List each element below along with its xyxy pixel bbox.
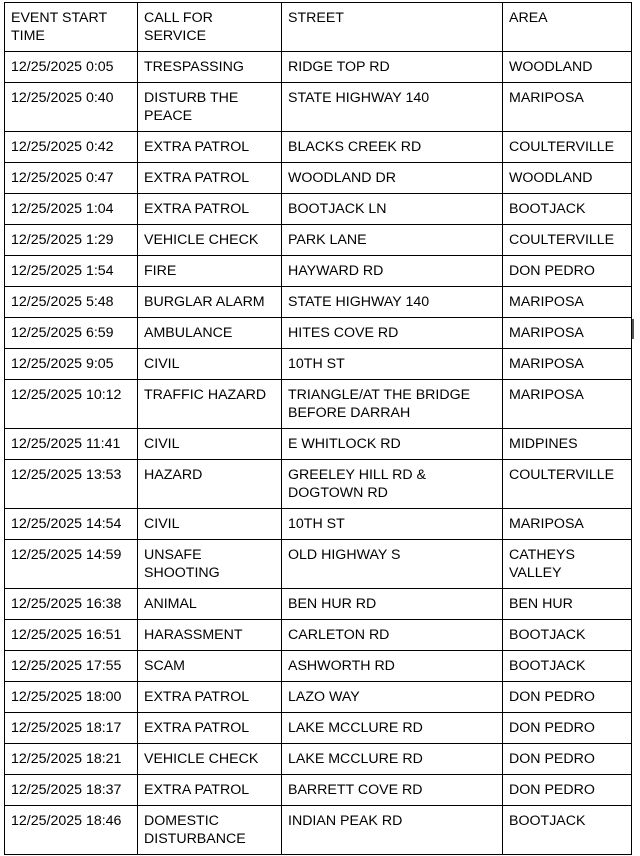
cell-call-for-service: BURGLAR ALARM	[138, 287, 282, 318]
cell-call-for-service: HARASSMENT	[138, 620, 282, 651]
cell-area: WOODLAND	[503, 163, 632, 194]
table-row	[5, 349, 632, 380]
cell-area: MARIPOSA	[503, 509, 632, 540]
cell-call-for-service: TRAFFIC HAZARD	[138, 380, 282, 429]
cell-street: LAKE MCCLURE RD	[282, 744, 503, 775]
cell-event-start-time: 12/25/2025 14:54	[5, 509, 138, 540]
table-row	[5, 225, 632, 256]
cell-call-for-service: EXTRA PATROL	[138, 775, 282, 806]
cell-event-start-time: 12/25/2025 18:37	[5, 775, 138, 806]
table-row	[5, 287, 632, 318]
cell-event-start-time: 12/25/2025 6:59	[5, 318, 138, 349]
cell-area: CATHEYS VALLEY	[503, 540, 632, 589]
cell-event-start-time: 12/25/2025 18:21	[5, 744, 138, 775]
table-header-row	[5, 3, 632, 52]
cell-street: PARK LANE	[282, 225, 503, 256]
table-row	[5, 52, 632, 83]
cell-area: DON PEDRO	[503, 744, 632, 775]
cell-call-for-service: AMBULANCE	[138, 318, 282, 349]
cell-street: HITES COVE RD	[282, 318, 503, 349]
cell-street: BLACKS CREEK RD	[282, 132, 503, 163]
cell-street: RIDGE TOP RD	[282, 52, 503, 83]
header-call-for-service: CALL FOR SERVICE	[138, 3, 282, 52]
cell-area: DON PEDRO	[503, 713, 632, 744]
cell-call-for-service: TRESPASSING	[138, 52, 282, 83]
cell-street: E WHITLOCK RD	[282, 429, 503, 460]
cell-street: ASHWORTH RD	[282, 651, 503, 682]
table-row	[5, 163, 632, 194]
cell-call-for-service: EXTRA PATROL	[138, 194, 282, 225]
cell-event-start-time: 12/25/2025 13:53	[5, 460, 138, 509]
cell-event-start-time: 12/25/2025 0:40	[5, 83, 138, 132]
cell-area: COULTERVILLE	[503, 225, 632, 256]
cell-event-start-time: 12/25/2025 10:12	[5, 380, 138, 429]
cell-area: BEN HUR	[503, 589, 632, 620]
table-row	[5, 318, 632, 349]
table-row	[5, 256, 632, 287]
header-street: STREET	[282, 3, 503, 52]
cell-area: MIDPINES	[503, 429, 632, 460]
cell-street: STATE HIGHWAY 140	[282, 287, 503, 318]
cell-area: DON PEDRO	[503, 775, 632, 806]
header-area: AREA	[503, 3, 632, 52]
table-row	[5, 589, 632, 620]
cell-street: HAYWARD RD	[282, 256, 503, 287]
cell-call-for-service: ANIMAL	[138, 589, 282, 620]
cell-street: INDIAN PEAK RD	[282, 806, 503, 855]
cell-street: CARLETON RD	[282, 620, 503, 651]
cell-area: DON PEDRO	[503, 256, 632, 287]
cell-call-for-service: EXTRA PATROL	[138, 132, 282, 163]
table-row	[5, 744, 632, 775]
cell-area: BOOTJACK	[503, 651, 632, 682]
cell-street: BARRETT COVE RD	[282, 775, 503, 806]
table-row	[5, 806, 632, 855]
cell-street: 10TH ST	[282, 509, 503, 540]
cell-street: TRIANGLE/AT THE BRIDGE BEFORE DARRAH	[282, 380, 503, 429]
cell-event-start-time: 12/25/2025 18:17	[5, 713, 138, 744]
cell-event-start-time: 12/25/2025 18:00	[5, 682, 138, 713]
cell-event-start-time: 12/25/2025 16:51	[5, 620, 138, 651]
cell-call-for-service: CIVIL	[138, 349, 282, 380]
cell-street: LAKE MCCLURE RD	[282, 713, 503, 744]
cell-call-for-service: SCAM	[138, 651, 282, 682]
table-row	[5, 132, 632, 163]
table-body	[5, 52, 632, 855]
cell-area: BOOTJACK	[503, 806, 632, 855]
call-log-table	[4, 2, 632, 855]
cell-event-start-time: 12/25/2025 0:42	[5, 132, 138, 163]
table-row	[5, 509, 632, 540]
cell-call-for-service: DOMESTIC DISTURBANCE	[138, 806, 282, 855]
table-row	[5, 380, 632, 429]
cell-street: LAZO WAY	[282, 682, 503, 713]
cell-street: 10TH ST	[282, 349, 503, 380]
cell-area: MARIPOSA	[503, 83, 632, 132]
cell-call-for-service: EXTRA PATROL	[138, 682, 282, 713]
cell-event-start-time: 12/25/2025 9:05	[5, 349, 138, 380]
cell-area: BOOTJACK	[503, 620, 632, 651]
cell-call-for-service: VEHICLE CHECK	[138, 225, 282, 256]
cell-street: STATE HIGHWAY 140	[282, 83, 503, 132]
cell-area: BOOTJACK	[503, 194, 632, 225]
table-row	[5, 775, 632, 806]
cell-street: BEN HUR RD	[282, 589, 503, 620]
table-row	[5, 83, 632, 132]
cell-event-start-time: 12/25/2025 17:55	[5, 651, 138, 682]
cell-area: WOODLAND	[503, 52, 632, 83]
header-event-start-time: EVENT START TIME	[5, 3, 138, 52]
cell-call-for-service: EXTRA PATROL	[138, 163, 282, 194]
table-row	[5, 620, 632, 651]
cell-area: DON PEDRO	[503, 682, 632, 713]
cell-event-start-time: 12/25/2025 18:46	[5, 806, 138, 855]
cell-area: MARIPOSA	[503, 349, 632, 380]
cell-event-start-time: 12/25/2025 1:04	[5, 194, 138, 225]
cell-call-for-service: FIRE	[138, 256, 282, 287]
cell-street: BOOTJACK LN	[282, 194, 503, 225]
cell-event-start-time: 12/25/2025 16:38	[5, 589, 138, 620]
cell-area: MARIPOSA	[503, 318, 632, 349]
cell-call-for-service: DISTURB THE PEACE	[138, 83, 282, 132]
table-row	[5, 713, 632, 744]
cell-call-for-service: CIVIL	[138, 509, 282, 540]
cell-area: COULTERVILLE	[503, 132, 632, 163]
table-row	[5, 460, 632, 509]
cell-event-start-time: 12/25/2025 11:41	[5, 429, 138, 460]
cell-event-start-time: 12/25/2025 1:29	[5, 225, 138, 256]
cell-area: COULTERVILLE	[503, 460, 632, 509]
cell-event-start-time: 12/25/2025 0:47	[5, 163, 138, 194]
cell-event-start-time: 12/25/2025 14:59	[5, 540, 138, 589]
cell-area: MARIPOSA	[503, 380, 632, 429]
table-row	[5, 429, 632, 460]
cell-street: WOODLAND DR	[282, 163, 503, 194]
table-row	[5, 540, 632, 589]
table-row	[5, 651, 632, 682]
cell-call-for-service: HAZARD	[138, 460, 282, 509]
cell-call-for-service: UNSAFE SHOOTING	[138, 540, 282, 589]
cell-call-for-service: EXTRA PATROL	[138, 713, 282, 744]
cell-street: OLD HIGHWAY S	[282, 540, 503, 589]
cell-call-for-service: VEHICLE CHECK	[138, 744, 282, 775]
cell-call-for-service: CIVIL	[138, 429, 282, 460]
cell-event-start-time: 12/25/2025 1:54	[5, 256, 138, 287]
cell-area: MARIPOSA	[503, 287, 632, 318]
cell-street: GREELEY HILL RD & DOGTOWN RD	[282, 460, 503, 509]
scrollbar-thumb[interactable]	[632, 319, 634, 339]
cell-event-start-time: 12/25/2025 0:05	[5, 52, 138, 83]
cell-event-start-time: 12/25/2025 5:48	[5, 287, 138, 318]
table-row	[5, 194, 632, 225]
table-row	[5, 682, 632, 713]
